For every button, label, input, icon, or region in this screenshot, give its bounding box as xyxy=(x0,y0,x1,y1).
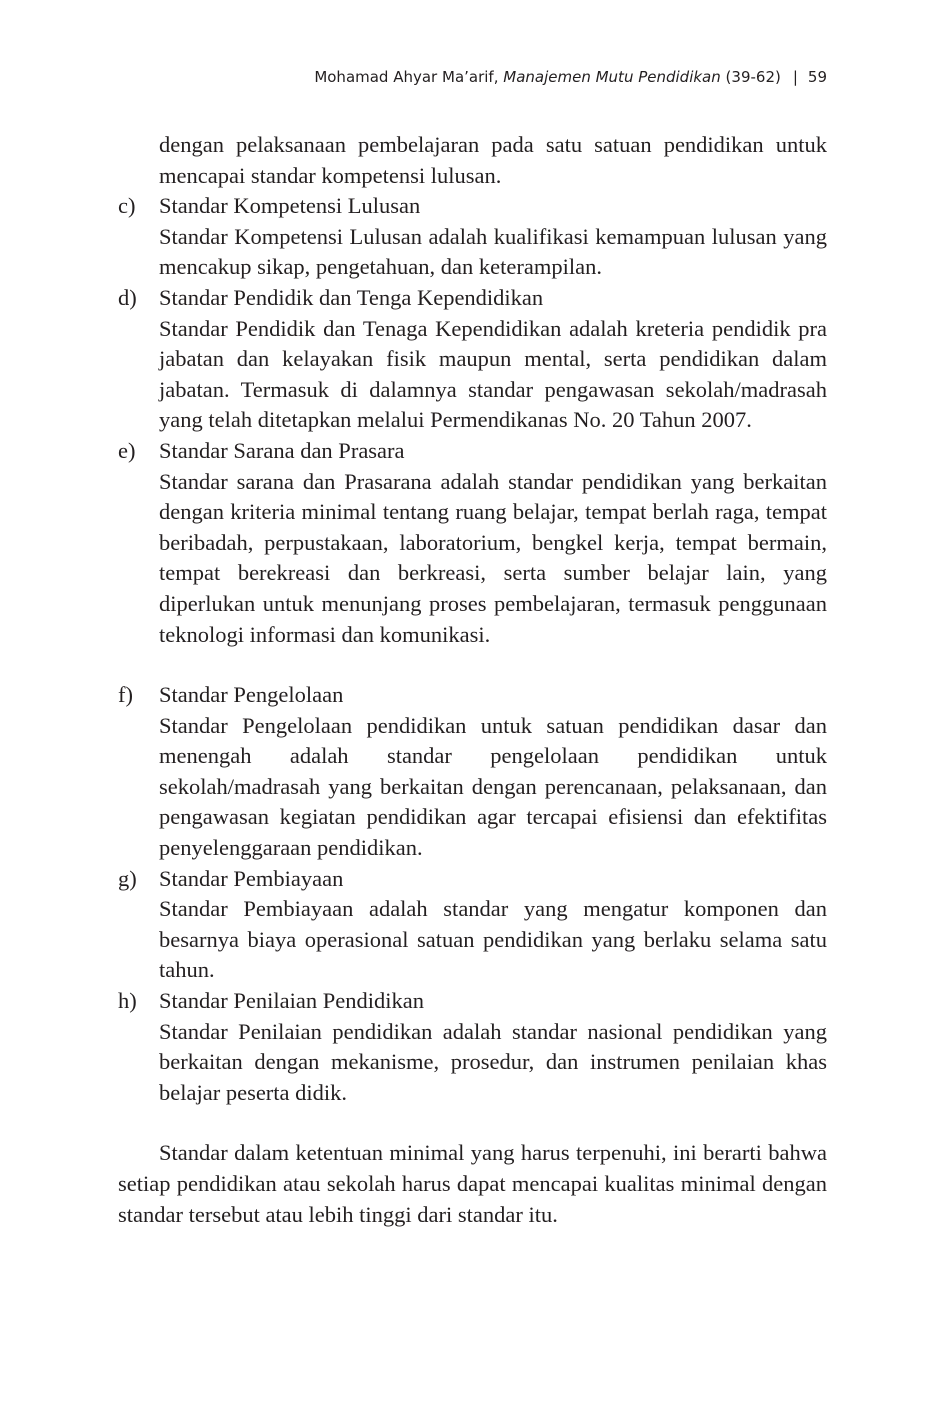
item-heading: Standar Sarana dan Prasara xyxy=(159,437,405,463)
body-text xyxy=(118,130,827,1253)
list-item-c xyxy=(118,191,827,283)
item-heading: Standar Penilaian Pendidikan xyxy=(159,988,424,1014)
item-description: Standar Kompetensi Lulusan adalah kualifikasi kemampuan lulusan yang mencakup sikap, pengetahuan, dan keterampilan. xyxy=(159,223,827,280)
item-heading: Standar Pendidik dan Tenga Kependidikan xyxy=(159,284,544,310)
header-separator: | xyxy=(792,68,798,86)
header-book-title: Manajemen Mutu Pendidikan xyxy=(503,68,721,86)
header-author: Mohamad Ahyar Ma’arif, xyxy=(314,68,499,86)
list-item-h xyxy=(118,986,827,1108)
list-marker: e) xyxy=(118,437,136,463)
item-heading: Standar Pembiayaan xyxy=(159,865,344,891)
list-item-g xyxy=(118,864,827,986)
closing-paragraph: Standar dalam ketentuan minimal yang harus terpenuhi, ini berarti bahwa setiap pendidikan atau sekolah harus dapat mencapai kualitas minimal dengan standar tersebut atau lebih tinggi dari standar itu. xyxy=(118,1140,827,1227)
list-marker: h) xyxy=(118,988,137,1014)
list-item-f xyxy=(118,680,827,864)
item-description: Standar sarana dan Prasarana adalah standar pendidikan yang berkaitan dengan kriteria minimal tentang ruang belajar, tempat berlah raga, tempat beribadah, perpustakaan, laboratorium, bengkel kerja, tempat bermain, tempat berekreasi dan berkreasi, serta sumber belajar lain, yang diperlukan untuk menunjang proses pembelajaran, termasuk penggunaan teknologi informasi dan komunikasi. xyxy=(159,468,827,647)
page-number: 59 xyxy=(807,68,827,86)
item-description: Standar Penilaian pendidikan adalah standar nasional pendidikan yang berkaitan dengan mekanisme, prosedur, dan instrumen penilaian khas belajar peserta didik. xyxy=(159,1018,827,1105)
item-description: Standar Pendidik dan Tenaga Kependidikan adalah kreteria pendidik pra jabatan dan kelayakan fisik maupun mental, serta pendidikan dalam jabatan. Termasuk di dalamnya standar pengawasan sekolah/madrasah yang telah ditetapkan melalui Permendikanas No. 20 Tahun 2007. xyxy=(159,315,827,433)
item-description: Standar Pembiayaan adalah standar yang mengatur komponen dan besarnya biaya operasional satuan pendidikan yang berlaku selama satu tahun. xyxy=(159,896,827,983)
item-heading: Standar Pengelolaan xyxy=(159,682,344,708)
list-item-d xyxy=(118,283,827,436)
list-marker: f) xyxy=(118,682,133,708)
list-item-e xyxy=(118,436,827,650)
continuation-paragraph: dengan pelaksanaan pembelajaran pada satu satuan pendidikan untuk mencapai standar kompetensi lulusan. xyxy=(159,132,827,188)
item-description: Standar Pengelolaan pendidikan untuk satuan pendidikan dasar dan menengah adalah standar pengelolaan pendidikan untuk sekolah/madrasah yang berkaitan dengan perencanaan, pelaksanaan, dan pengawasan kegiatan pendidikan agar tercapai efisiensi dan efektifitas penyelenggaraan pendidikan. xyxy=(159,712,827,861)
list-marker: d) xyxy=(118,284,137,310)
item-heading: Standar Kompetensi Lulusan xyxy=(159,193,421,219)
list-marker: c) xyxy=(118,193,136,219)
list-marker: g) xyxy=(118,865,137,891)
header-page-range: (39-62) xyxy=(725,68,781,86)
running-header xyxy=(118,66,827,88)
continuation-item xyxy=(118,130,827,191)
